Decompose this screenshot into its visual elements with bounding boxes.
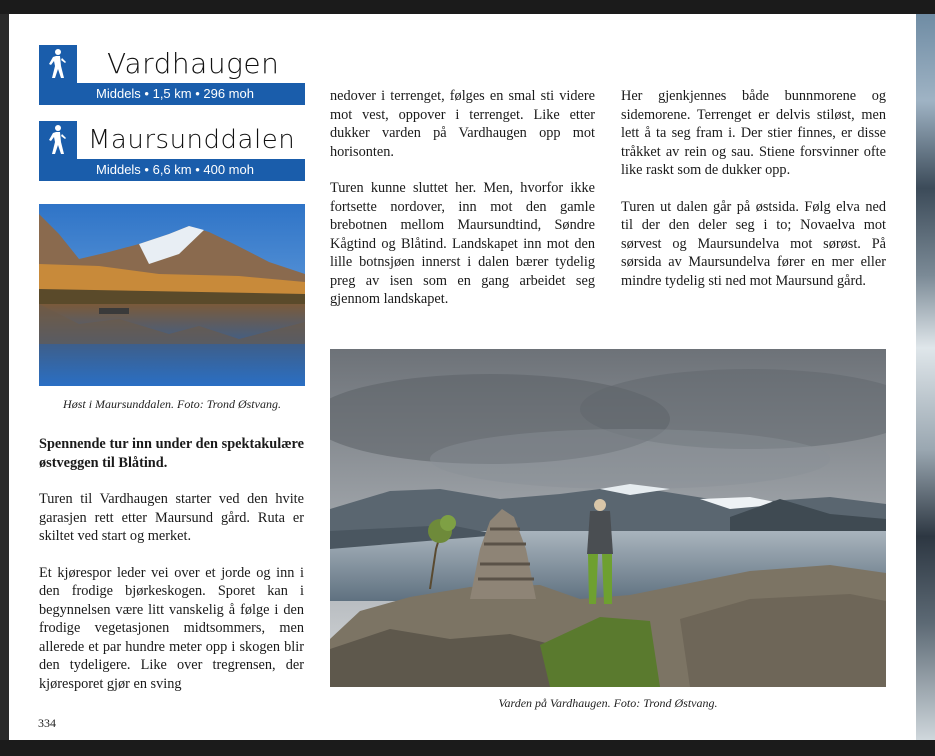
paragraph: Her gjenkjennes både bunnmorene og sidemorene. Terrenget er delvis stiløst, men lett å ta seg fram i. Der stier finnes, er disse tråkket av rein og sau. Stiene forsvinner ofte like raskt som de dukker opp.: [621, 88, 886, 178]
route-title: Maursunddalen: [88, 125, 296, 155]
paragraph: Turen ut dalen går på østsida. Følg elva ned til der den deler seg i to; Novaelva mot sørvest og Maursundelva mot sørøst. På sørsida av Maursundelva fører en mer eller mindre tydelig sti ned mot Maursund gård.: [621, 198, 886, 289]
route-header-vardhaugen: [39, 45, 305, 105]
hiker-icon: [39, 121, 77, 159]
page-number: 334: [38, 716, 56, 730]
route-info: Middels • 6,6 km • 400 moh: [39, 159, 305, 181]
adjacent-page-edge: [916, 14, 935, 740]
photo-vardhaugen-cairn: [330, 349, 886, 687]
book-page: [9, 14, 916, 740]
paragraph: Turen til Vardhaugen starter ved den hvite garasjen rett etter Maursund gård. Ruta er skiltet ved start og merket.: [39, 491, 304, 544]
paragraph: Turen kunne sluttet her. Men, hvorfor ikke fortsette nordover, inn mot den gamle brebotnen mellom Maursundtind, Søndre Kågtind og Blåtind. Landskapet inn mot den lille botnsjøen innerst i dalen bærer tydelig preg av isen som en gang arbeidet seg gjennom landskapet.: [330, 180, 595, 307]
hiker-icon: [39, 45, 77, 83]
route-title: Vardhaugen: [107, 47, 280, 80]
paragraph: nedover i terrenget, følges en smal sti videre mot vest, oppover i terrenget. Like etter dukker varden på Vardhaugen opp mot horisonten.: [330, 88, 595, 160]
text-column-2: [330, 87, 595, 327]
photo-caption: Høst i Maursunddalen. Foto: Trond Østvang.: [63, 397, 281, 411]
viewer-bottom-bar: [0, 740, 935, 756]
route-header-maursunddalen: [39, 121, 305, 181]
viewer-top-bar: [0, 0, 935, 14]
text-column-3: [621, 87, 886, 308]
photo-maursunddalen-autumn: [39, 204, 305, 386]
photo-caption: Varden på Vardhaugen. Foto: Trond Østvang.: [498, 696, 718, 710]
lead-paragraph: Spennende tur inn under den spektakulære østveggen til Blåtind.: [39, 436, 304, 471]
text-column-1: [39, 435, 304, 711]
paragraph: Et kjørespor leder vei over et jorde og inn i den frodige bjørkeskogen. Sporet kan i begynnelsen være litt vanskelig å følge i den frodige vegetasjonen midtsommers, men allerede et par hundre meter opp i skogen blir den tydeligere. Like over tregrensen, der kjøresporet gjør en sving: [39, 564, 304, 692]
route-info: Middels • 1,5 km • 296 moh: [39, 83, 305, 105]
